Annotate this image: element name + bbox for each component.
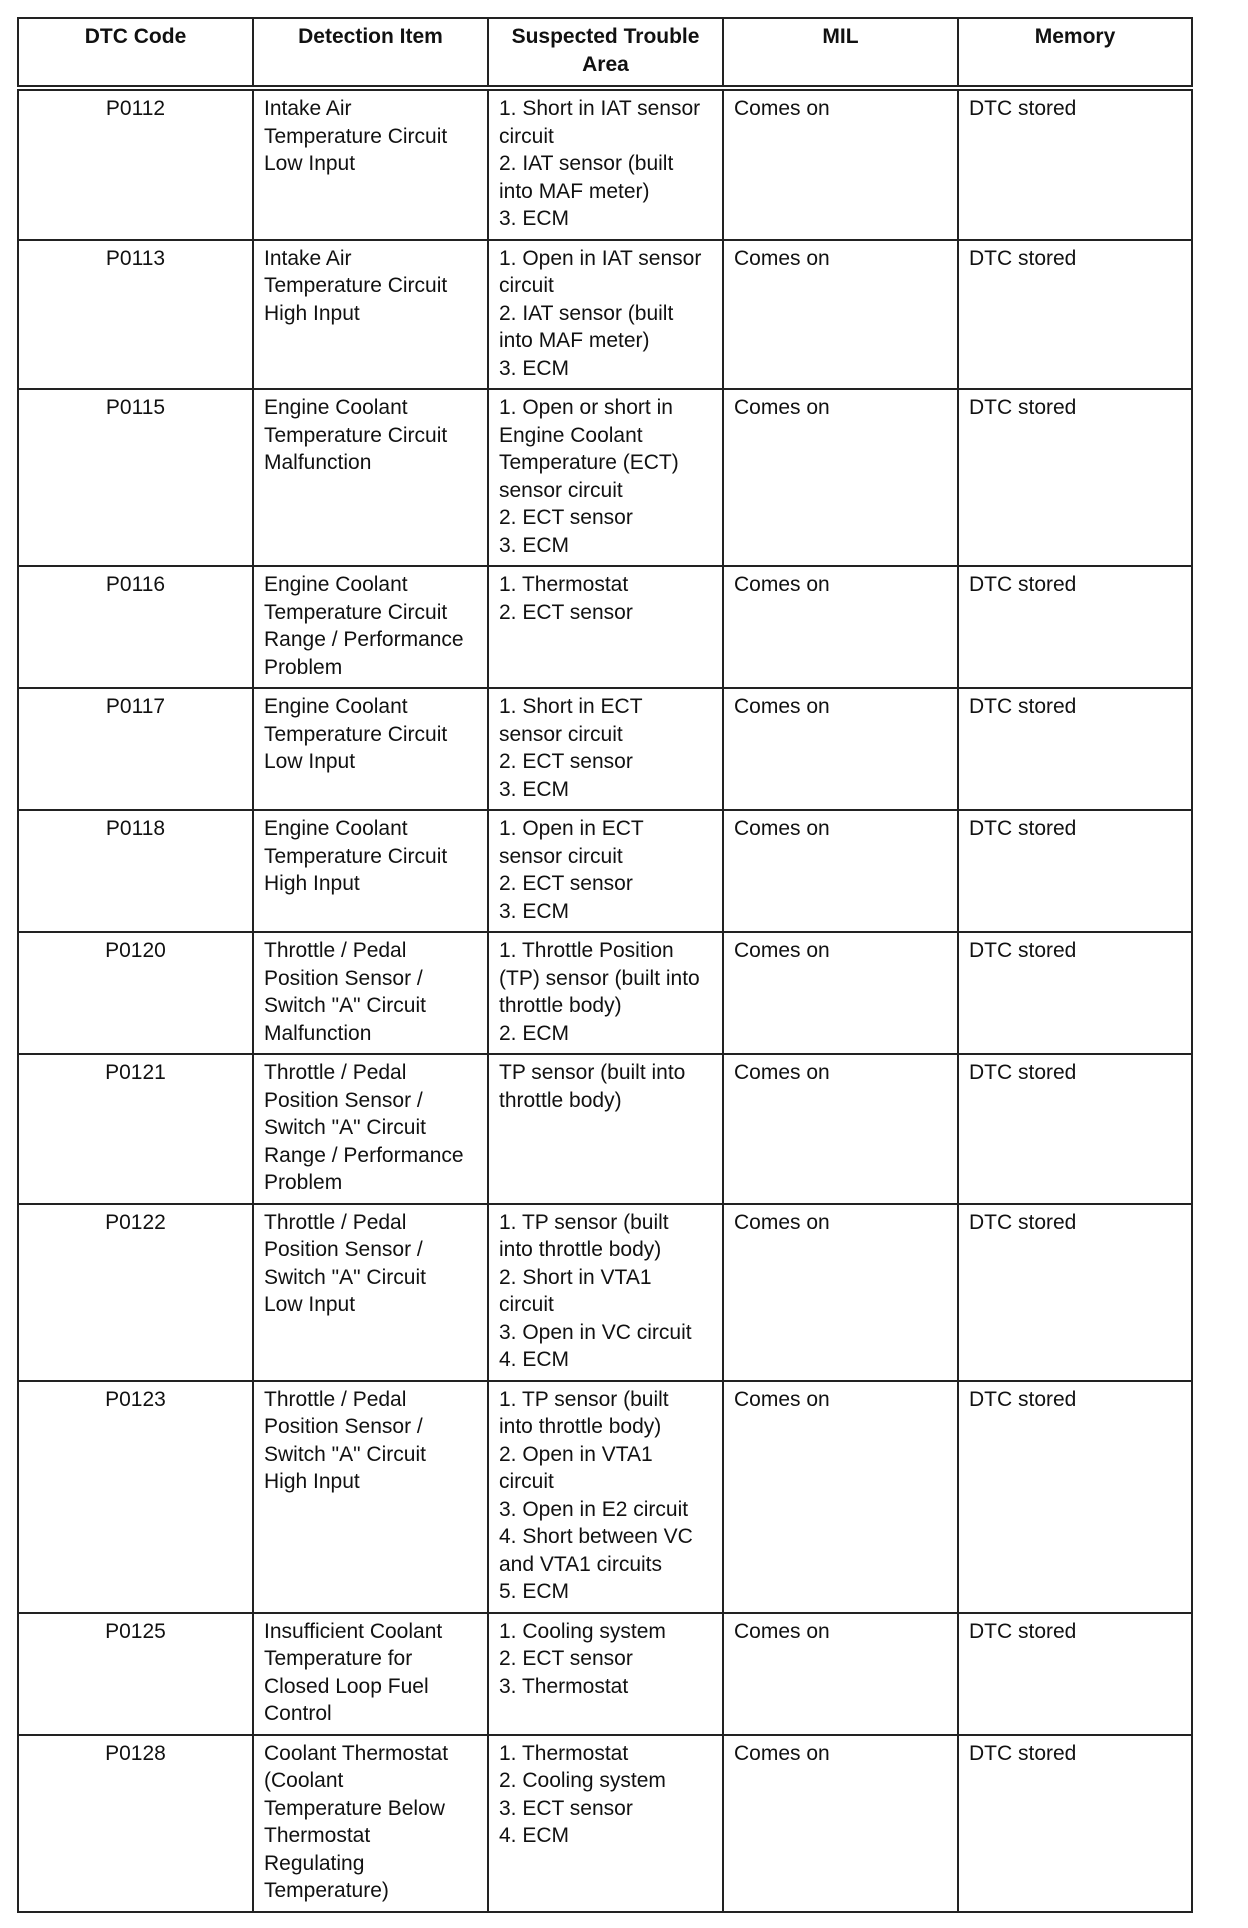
- memory-cell: DTC stored: [958, 1735, 1192, 1912]
- detection-item-line: Closed Loop Fuel: [264, 1674, 429, 1698]
- trouble-area-line: (TP) sensor (built into: [499, 966, 700, 990]
- detection-item-line: Range / Performance: [264, 628, 464, 651]
- header-area-line: Area: [582, 52, 629, 76]
- trouble-area-line: sensor circuit: [499, 844, 623, 868]
- table-row: [18, 1613, 1192, 1735]
- detection-item-cell: [253, 1613, 488, 1735]
- mil-cell: Comes on: [723, 566, 958, 688]
- dtc-code-cell: P0123: [18, 1381, 253, 1613]
- detection-item-line: Engine Coolant: [264, 573, 408, 596]
- trouble-area-cell: [488, 389, 723, 566]
- memory-cell: DTC stored: [958, 1204, 1192, 1381]
- detection-item-line: Coolant Thermostat: [264, 1741, 449, 1765]
- trouble-area-cell: [488, 240, 723, 390]
- detection-item-line: Throttle / Pedal: [264, 1061, 407, 1084]
- trouble-area-line: 1. TP sensor (built: [499, 1387, 669, 1411]
- trouble-area-line: TP sensor (built into: [499, 1061, 686, 1084]
- trouble-area-line: 1. Short in ECT: [499, 695, 643, 718]
- detection-item-line: Insufficient Coolant: [264, 1619, 443, 1643]
- detection-item-cell: [253, 688, 488, 810]
- detection-item-line: Regulating: [264, 1851, 365, 1875]
- detection-item-line: High Input: [264, 872, 360, 895]
- trouble-area-line: 1. Thermostat: [499, 1741, 629, 1765]
- detection-item-line: Position Sensor /: [264, 966, 423, 990]
- trouble-area-line: and VTA1 circuits: [499, 1552, 663, 1576]
- trouble-area-line: 2. ECT sensor: [499, 1647, 633, 1670]
- trouble-area-line: 1. Cooling system: [499, 1619, 666, 1643]
- header-mil: MIL: [723, 18, 958, 88]
- detection-item-line: Throttle / Pedal: [264, 1210, 407, 1234]
- memory-cell: DTC stored: [958, 240, 1192, 390]
- trouble-area-line: 3. ECM: [499, 356, 570, 380]
- trouble-area-line: 4. ECM: [499, 1824, 570, 1847]
- trouble-area-line: circuit: [499, 1470, 554, 1493]
- trouble-area-line: 1. Open or short in: [499, 396, 673, 419]
- trouble-area-line: 2. Open in VTA1: [499, 1442, 653, 1466]
- memory-cell: DTC stored: [958, 1054, 1192, 1204]
- table-row: [18, 1381, 1192, 1613]
- header-row: [18, 18, 1192, 88]
- detection-item-cell: [253, 240, 488, 390]
- trouble-area-line: 4. Short between VC: [499, 1525, 693, 1548]
- mil-cell: Comes on: [723, 1054, 958, 1204]
- detection-item-line: Temperature Circuit: [264, 722, 448, 746]
- detection-item-line: Intake Air: [264, 97, 352, 120]
- detection-item-line: Position Sensor /: [264, 1415, 423, 1438]
- detection-item-line: Temperature): [264, 1879, 389, 1902]
- detection-item-line: Malfunction: [264, 451, 372, 474]
- detection-item-line: Engine Coolant: [264, 817, 408, 840]
- detection-item-cell: [253, 1381, 488, 1613]
- memory-cell: DTC stored: [958, 1613, 1192, 1735]
- mil-cell: Comes on: [723, 240, 958, 390]
- trouble-area-cell: [488, 1735, 723, 1912]
- detection-item-line: Position Sensor /: [264, 1238, 423, 1261]
- header-memory: Memory: [958, 18, 1192, 88]
- mil-cell: Comes on: [723, 88, 958, 240]
- detection-item-line: Thermostat: [264, 1824, 371, 1847]
- detection-item-line: Temperature for: [264, 1647, 413, 1670]
- dtc-code-cell: P0125: [18, 1613, 253, 1735]
- trouble-area-cell: [488, 1204, 723, 1381]
- memory-cell: DTC stored: [958, 810, 1192, 932]
- trouble-area-line: 5. ECM: [499, 1580, 570, 1603]
- trouble-area-line: 3. ECM: [499, 533, 570, 557]
- table-row: [18, 1054, 1192, 1204]
- detection-item-cell: [253, 1735, 488, 1912]
- detection-item-line: Engine Coolant: [264, 695, 408, 718]
- detection-item-cell: [253, 1204, 488, 1381]
- trouble-area-line: 1. Thermostat: [499, 573, 629, 596]
- trouble-area-line: throttle body): [499, 1088, 622, 1112]
- trouble-area-cell: [488, 1613, 723, 1735]
- dtc-code-cell: P0121: [18, 1054, 253, 1204]
- detection-item-line: Throttle / Pedal: [264, 1387, 407, 1411]
- trouble-area-line: Temperature (ECT): [499, 451, 679, 474]
- header-dtc-code: DTC Code: [18, 18, 253, 88]
- table-row: [18, 810, 1192, 932]
- detection-item-line: Control: [264, 1702, 332, 1725]
- mil-cell: Comes on: [723, 932, 958, 1054]
- mil-cell: Comes on: [723, 1735, 958, 1912]
- detection-item-line: Intake Air: [264, 246, 352, 270]
- dtc-code-cell: P0112: [18, 88, 253, 240]
- trouble-area-line: 2. IAT sensor (built: [499, 152, 674, 175]
- trouble-area-line: circuit: [499, 274, 554, 297]
- trouble-area-line: 3. ECM: [499, 899, 570, 923]
- trouble-area-line: 1. Open in IAT sensor: [499, 246, 702, 270]
- mil-cell: Comes on: [723, 389, 958, 566]
- trouble-area-cell: [488, 1381, 723, 1613]
- detection-item-cell: [253, 566, 488, 688]
- memory-cell: DTC stored: [958, 1381, 1192, 1613]
- trouble-area-line: 2. ECT sensor: [499, 600, 633, 624]
- table-body: [18, 88, 1192, 1912]
- mil-cell: Comes on: [723, 1381, 958, 1613]
- trouble-area-line: Engine Coolant: [499, 423, 643, 447]
- mil-cell: Comes on: [723, 810, 958, 932]
- detection-item-line: Temperature Below: [264, 1796, 445, 1820]
- detection-item-line: Temperature Circuit: [264, 844, 448, 868]
- trouble-area-line: 2. Cooling system: [499, 1769, 666, 1792]
- trouble-area-line: 2. IAT sensor (built: [499, 301, 674, 325]
- memory-cell: DTC stored: [958, 688, 1192, 810]
- detection-item-line: (Coolant: [264, 1769, 344, 1792]
- memory-cell: DTC stored: [958, 389, 1192, 566]
- trouble-area-cell: [488, 88, 723, 240]
- memory-cell: DTC stored: [958, 932, 1192, 1054]
- trouble-area-line: 3. ECM: [499, 207, 570, 230]
- header-area-line: Suspected Trouble: [511, 25, 700, 48]
- detection-item-line: Switch "A" Circuit: [264, 1265, 426, 1289]
- trouble-area-line: circuit: [499, 1293, 554, 1316]
- detection-item-line: Position Sensor /: [264, 1088, 423, 1112]
- trouble-area-line: 3. ECT sensor: [499, 1796, 633, 1820]
- detection-item-cell: [253, 810, 488, 932]
- dtc-table: [17, 17, 1193, 1913]
- trouble-area-line: 1. Throttle Position: [499, 939, 674, 962]
- trouble-area-cell: [488, 932, 723, 1054]
- trouble-area-line: into throttle body): [499, 1238, 662, 1261]
- detection-item-line: Low Input: [264, 750, 356, 773]
- trouble-area-line: 2. Short in VTA1: [499, 1265, 652, 1289]
- table-header: [18, 18, 1192, 88]
- trouble-area-line: into MAF meter): [499, 329, 650, 352]
- table-row: [18, 932, 1192, 1054]
- table-row: [18, 1735, 1192, 1912]
- detection-item-line: Malfunction: [264, 1021, 372, 1045]
- detection-item-line: High Input: [264, 301, 360, 325]
- mil-cell: Comes on: [723, 688, 958, 810]
- trouble-area-line: 3. Thermostat: [499, 1674, 629, 1698]
- trouble-area-line: circuit: [499, 124, 554, 148]
- table-row: [18, 240, 1192, 390]
- detection-item-line: Problem: [264, 655, 343, 679]
- trouble-area-cell: [488, 1054, 723, 1204]
- detection-item-line: Switch "A" Circuit: [264, 994, 426, 1017]
- table-row: [18, 688, 1192, 810]
- trouble-area-line: 3. Open in VC circuit: [499, 1320, 692, 1344]
- trouble-area-line: sensor circuit: [499, 478, 623, 502]
- trouble-area-line: 2. ECM: [499, 1021, 570, 1045]
- table-row: [18, 389, 1192, 566]
- trouble-area-cell: [488, 566, 723, 688]
- detection-item-line: Temperature Circuit: [264, 600, 448, 624]
- dtc-code-cell: P0118: [18, 810, 253, 932]
- dtc-code-cell: P0120: [18, 932, 253, 1054]
- trouble-area-line: 1. Short in IAT sensor: [499, 97, 701, 120]
- detection-item-line: High Input: [264, 1470, 360, 1493]
- detection-item-line: Problem: [264, 1171, 343, 1194]
- detection-item-cell: [253, 389, 488, 566]
- detection-item-line: Low Input: [264, 1293, 356, 1316]
- trouble-area-line: 1. TP sensor (built: [499, 1210, 669, 1234]
- detection-item-cell: [253, 1054, 488, 1204]
- trouble-area-line: 1. Open in ECT: [499, 817, 644, 840]
- dtc-code-cell: P0113: [18, 240, 253, 390]
- detection-item-line: Engine Coolant: [264, 396, 408, 419]
- detection-item-cell: [253, 932, 488, 1054]
- header-suspected-trouble-area: [488, 18, 723, 88]
- trouble-area-line: 3. ECM: [499, 777, 570, 801]
- mil-cell: Comes on: [723, 1204, 958, 1381]
- trouble-area-line: 2. ECT sensor: [499, 750, 633, 773]
- detection-item-line: Temperature Circuit: [264, 423, 448, 447]
- trouble-area-cell: [488, 688, 723, 810]
- memory-cell: DTC stored: [958, 88, 1192, 240]
- table-row: [18, 1204, 1192, 1381]
- dtc-code-cell: P0117: [18, 688, 253, 810]
- mil-cell: Comes on: [723, 1613, 958, 1735]
- trouble-area-line: 2. ECT sensor: [499, 872, 633, 895]
- trouble-area-line: 2. ECT sensor: [499, 506, 633, 529]
- header-detection-item: Detection Item: [253, 18, 488, 88]
- table-row: [18, 566, 1192, 688]
- table-row: [18, 88, 1192, 240]
- trouble-area-line: into MAF meter): [499, 179, 650, 203]
- trouble-area-cell: [488, 810, 723, 932]
- detection-item-line: Throttle / Pedal: [264, 939, 407, 962]
- detection-item-line: Range / Performance: [264, 1143, 464, 1167]
- trouble-area-line: throttle body): [499, 994, 622, 1017]
- trouble-area-line: 4. ECM: [499, 1348, 570, 1371]
- detection-item-line: Temperature Circuit: [264, 124, 448, 148]
- dtc-code-cell: P0115: [18, 389, 253, 566]
- detection-item-cell: [253, 88, 488, 240]
- trouble-area-line: into throttle body): [499, 1415, 662, 1438]
- memory-cell: DTC stored: [958, 566, 1192, 688]
- detection-item-line: Switch "A" Circuit: [264, 1442, 426, 1466]
- trouble-area-line: 3. Open in E2 circuit: [499, 1497, 689, 1521]
- detection-item-line: Switch "A" Circuit: [264, 1116, 426, 1139]
- trouble-area-line: sensor circuit: [499, 722, 623, 746]
- dtc-code-cell: P0128: [18, 1735, 253, 1912]
- detection-item-line: Temperature Circuit: [264, 274, 448, 297]
- dtc-code-cell: P0116: [18, 566, 253, 688]
- dtc-code-cell: P0122: [18, 1204, 253, 1381]
- detection-item-line: Low Input: [264, 152, 356, 175]
